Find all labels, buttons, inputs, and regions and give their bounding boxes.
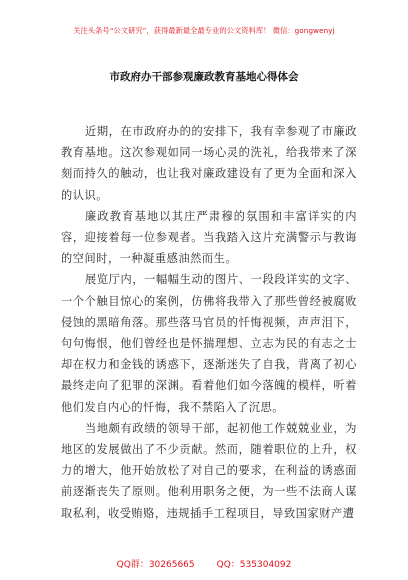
paragraph: 廉政教育基地以其庄严肃穆的氛围和丰富详实的内容，迎接着每一位参观者。当我踏入这片充满警示与教诲的空间时，一种凝重感油然而生。: [61, 209, 357, 266]
paragraph: 近期，在市政府办的的安排下，我有幸参观了市廉政教育基地。这次参观如同一场心灵的洗礼，给我带来了深刻而持久的触动，也让我对廉政建设有了更为全面和深入的认识。: [61, 125, 357, 202]
paragraph: 展览厅内，一幅幅生动的图片、一段段详实的文字、一个个触目惊心的案例，仿佛将我带入了那些曾经被腐败侵蚀的黑暗角落。那些落马官员的忏悔视频，声声泪下，句句悔恨，他们曾经也是怀揣理想、立志为民的有志之士却在权力和金钱的诱惑下，逐渐迷失了自我，背离了初心最终走向了犯罪的深渊。看着他们如今落魄的模样，听着他们发自内心的忏悔，我不禁陷入了沉思。: [61, 273, 357, 414]
paragraph: 当地颇有政绩的领导干部，起初他工作兢兢业业，为地区的发展做出了不少贡献。然而，随着职位的上升，权力的增大，他开始放松了对自己的要求，在利益的诱惑面前逐渐丧失了原则。他利用职务之便，为一些不法商人谋取私利，收受贿赂，违规插手工程项目，导致国家财产遭: [61, 421, 357, 520]
promo-banner: 关注头条号“公文研究”，获得最新最全最专业的公文资料库！ 微信：gongwenyj: [73, 26, 335, 35]
qq-contact-text: QQ：535304092: [216, 560, 292, 570]
document-body: [61, 121, 357, 524]
qq-group-text: QQ群：30265665: [116, 560, 195, 570]
contact-footer: [0, 557, 408, 570]
document-title: 市政府办干部参观廉政教育基地心得体会: [109, 71, 299, 83]
